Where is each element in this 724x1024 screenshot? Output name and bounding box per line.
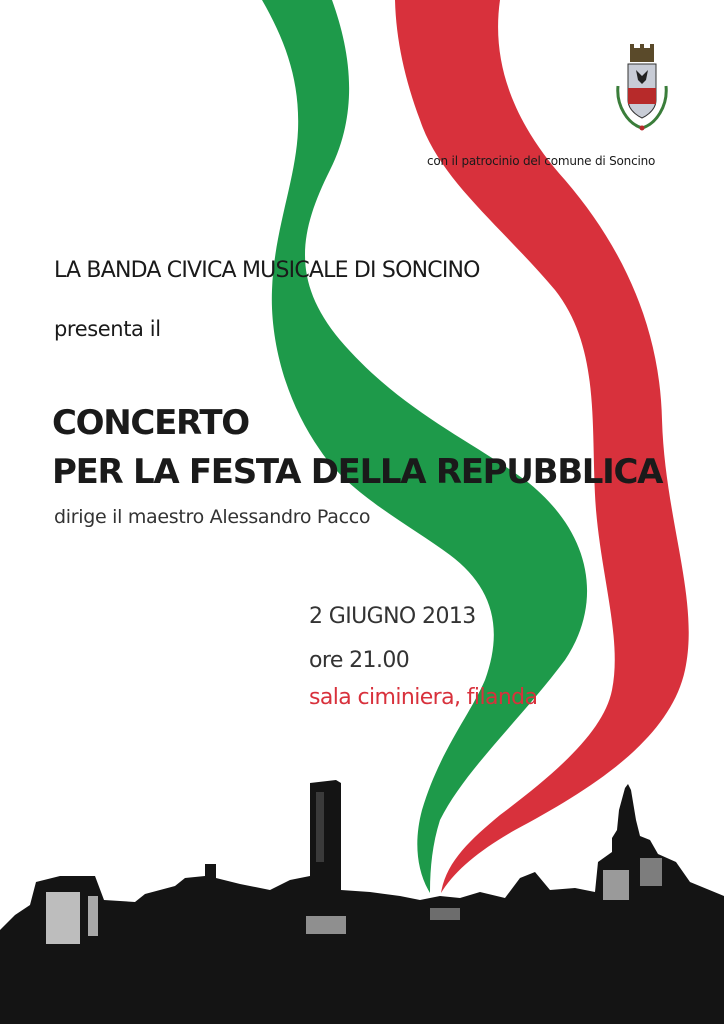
patronage-text: con il patrocinio del comune di Soncino [427,154,656,168]
presents-text: presenta il [54,317,161,341]
concert-title-line-2: PER LA FESTA DELLA REPUBBLICA [52,452,663,492]
event-venue: sala ciminiera, filanda [309,685,538,710]
green-ribbon [262,0,587,893]
organizer-name: LA BANDA CIVICA MUSICALE DI SONCINO [54,258,480,283]
coat-of-arms-icon [618,44,666,131]
town-silhouette [0,780,724,1024]
event-time: ore 21.00 [309,648,410,673]
conductor-text: dirige il maestro Alessandro Pacco [54,506,371,528]
event-date: 2 GIUGNO 2013 [309,604,476,629]
concert-title-line-1: CONCERTO [52,403,249,443]
